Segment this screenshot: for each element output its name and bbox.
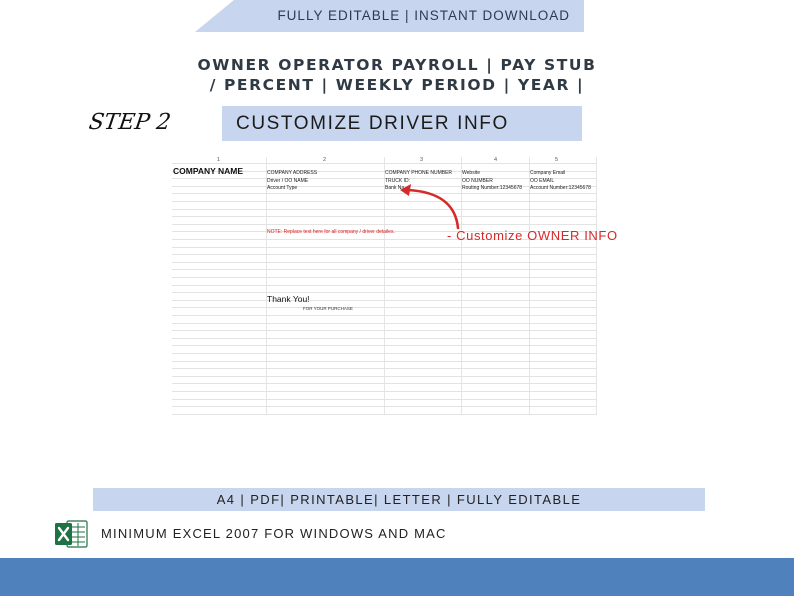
grid-row-line (172, 315, 597, 316)
column-header-5: 5 (555, 157, 559, 163)
red-arrow-icon (396, 180, 466, 230)
grid-row-line (172, 300, 597, 301)
for-purchase-cell: FOR YOUR PURCHASE (303, 306, 353, 311)
grid-row-line (172, 368, 597, 369)
oo-number-cell: OO NUMBER (462, 178, 493, 184)
customize-annotation: - Customize OWNER INFO (447, 228, 618, 243)
account-type-cell: Account Type (267, 185, 298, 191)
grid-row-line (172, 292, 597, 293)
account-number-cell: Account Number:12345678 (530, 185, 591, 191)
grid-row-line (172, 277, 597, 278)
footer-bar (0, 558, 794, 596)
grid-row-line (172, 269, 597, 270)
step-label: STEP 2 (87, 110, 173, 135)
grid-row-line (172, 414, 597, 415)
page-title-line-1: OWNER OPERATOR PAYROLL | PAY STUB (197, 56, 597, 74)
column-header-1: 1 (217, 157, 221, 163)
grid-row-line (172, 361, 597, 362)
thank-you-cell: Thank You! (267, 294, 310, 304)
excel-icon (55, 519, 88, 549)
grid-row-line (172, 209, 597, 210)
grid-row-line (172, 345, 597, 346)
grid-row-line (172, 163, 597, 164)
page-title-line-2: / PERCENT | WEEKLY PERIOD | YEAR | (209, 76, 585, 94)
company-email-cell: Company Email (530, 170, 566, 176)
column-header-3: 3 (420, 157, 424, 163)
formats-text: A4 | PDF| PRINTABLE| LETTER | FULLY EDITABLE (216, 492, 582, 507)
grid-row-line (172, 216, 597, 217)
grid-row-line (172, 383, 597, 384)
company-phone-cell: COMPANY PHONE NUMBER (385, 170, 453, 176)
grid-row-line (172, 247, 597, 248)
column-header-2: 2 (323, 157, 327, 163)
bank-name-cell: Bank Na (385, 185, 405, 191)
routing-number-cell: Routing Number:12345678 (462, 185, 523, 191)
top-banner-text: FULLY EDITABLE | INSTANT DOWNLOAD (277, 8, 570, 23)
company-name-cell: COMPANY NAME (173, 166, 244, 176)
grid-row-line (172, 353, 597, 354)
column-header-4: 4 (494, 157, 498, 163)
grid-row-line (172, 406, 597, 407)
grid-row-line (172, 338, 597, 339)
driver-name-cell: Driver / OO NAME (267, 178, 309, 184)
grid-row-line (172, 193, 597, 194)
grid-row-line (172, 323, 597, 324)
grid-row-line (172, 254, 597, 255)
grid-row-line (172, 285, 597, 286)
website-cell: Website (462, 170, 480, 176)
note-cell: NOTE: Replace text here for all company / driver detailes. (267, 229, 395, 235)
requirements-text: MINIMUM EXCEL 2007 FOR WINDOWS AND MAC (101, 526, 447, 541)
grid-row-line (172, 201, 597, 202)
spreadsheet-preview (172, 157, 597, 414)
grid-row-line (172, 376, 597, 377)
grid-row-line (172, 224, 597, 225)
grid-row-line (172, 307, 597, 308)
truck-id-cell: TRUCK ID: (385, 178, 410, 184)
grid-row-line (172, 399, 597, 400)
company-address-cell: COMPANY ADDRESS (267, 170, 318, 176)
grid-row-line (172, 391, 597, 392)
grid-row-line (172, 330, 597, 331)
step-title: CUSTOMIZE DRIVER INFO (236, 113, 509, 134)
oo-email-cell: OO EMAIL (530, 178, 555, 184)
grid-row-line (172, 262, 597, 263)
